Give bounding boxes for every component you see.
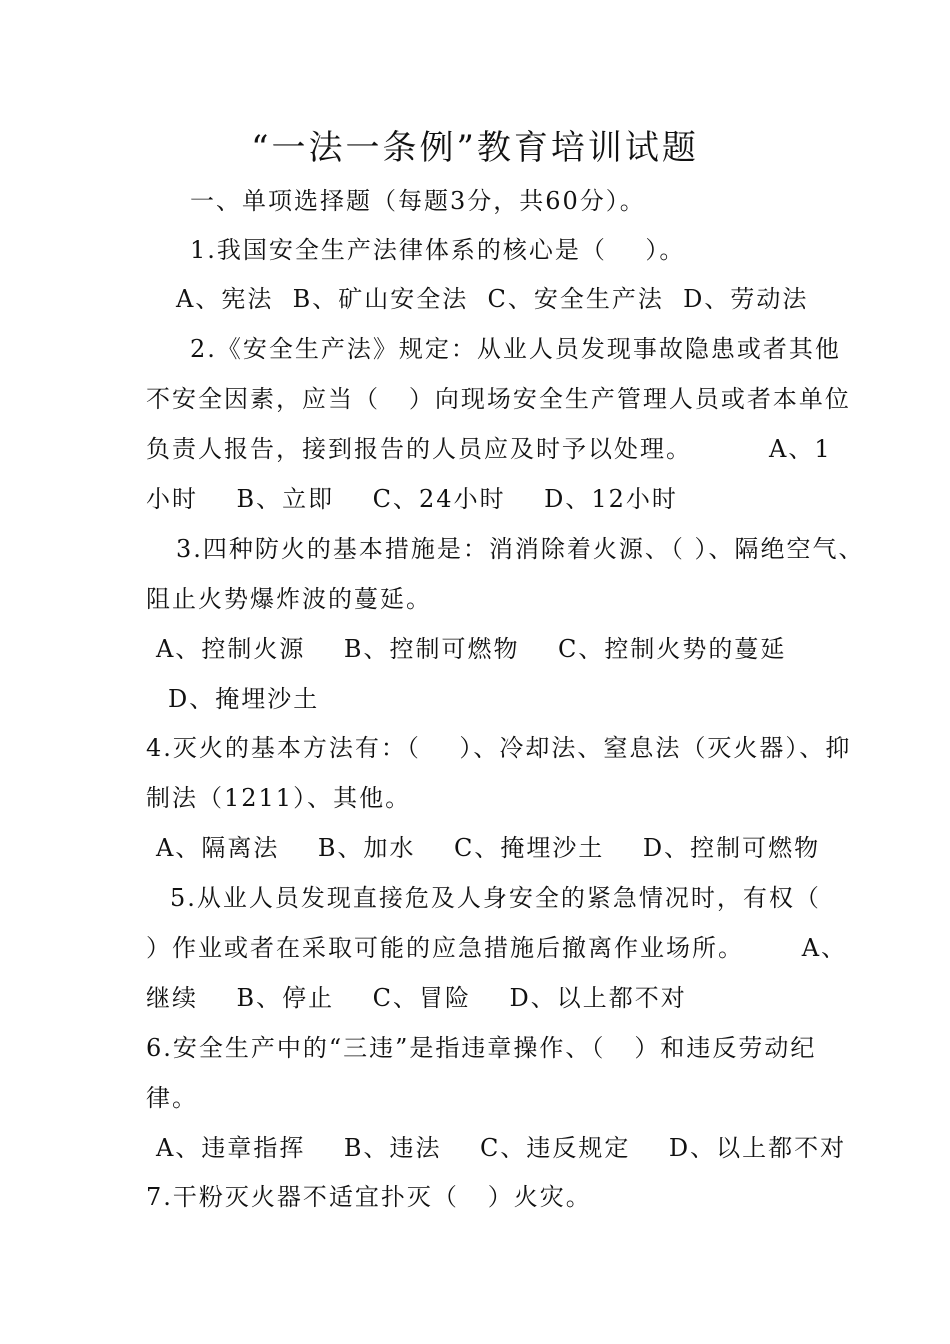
question-6-line-2: 律。 <box>146 1084 198 1112</box>
options-5: 继续 B、停止 C、冒险 D、以上都不对 <box>146 984 687 1012</box>
question-2-line-1: 2.《安全生产法》规定：从业人员发现事故隐患或者其他 <box>190 335 841 363</box>
question-5-line-2: ）作业或者在采取可能的应急措施后撤离作业场所。 A、 <box>146 934 848 962</box>
options-3-line-2: D、掩埋沙土 <box>168 685 320 713</box>
options-6: A、违章指挥 B、违法 C、违反规定 D、以上都不对 <box>156 1134 847 1162</box>
options-1: A、宪法 B、矿山安全法 C、安全生产法 D、劳动法 <box>176 285 809 313</box>
question-3-line-2: 阻止火势爆炸波的蔓延。 <box>146 585 432 613</box>
options-3-line-1: A、控制火源 B、控制可燃物 C、控制火势的蔓延 <box>156 635 787 663</box>
options-4: A、隔离法 B、加水 C、掩埋沙土 D、控制可燃物 <box>156 834 821 862</box>
question-4-line-2: 制法（1211）、其他。 <box>146 784 412 812</box>
question-3-line-1: 3.四种防火的基本措施是：消消除着火源、（ ）、隔绝空气、 <box>176 535 865 563</box>
question-2-line-3: 负责人报告，接到报告的人员应及时予以处理。 A、1 <box>146 435 832 463</box>
options-2: 小时 B、立即 C、24小时 D、12小时 <box>146 485 678 513</box>
question-6-line-1: 6.安全生产中的“三违”是指违章操作、（ ）和违反劳动纪 <box>146 1034 817 1062</box>
question-5-line-1: 5.从业人员发现直接危及人身安全的紧急情况时，有权（ <box>170 884 821 912</box>
question-1: 1.我国安全生产法律体系的核心是（ ）。 <box>190 236 686 264</box>
section-heading: 一、单项选择题（每题3分，共60分）。 <box>190 187 646 215</box>
page-title: “一法一条例”教育培训试题 <box>251 128 699 168</box>
question-7: 7.干粉灭火器不适宜扑灭（ ）火灾。 <box>146 1183 592 1211</box>
question-4-line-1: 4.灭火的基本方法有：（ ）、冷却法、窒息法（灭火器）、抑 <box>146 734 852 762</box>
question-2-line-2: 不安全因素，应当（ ）向现场安全生产管理人员或者本单位 <box>146 385 851 413</box>
